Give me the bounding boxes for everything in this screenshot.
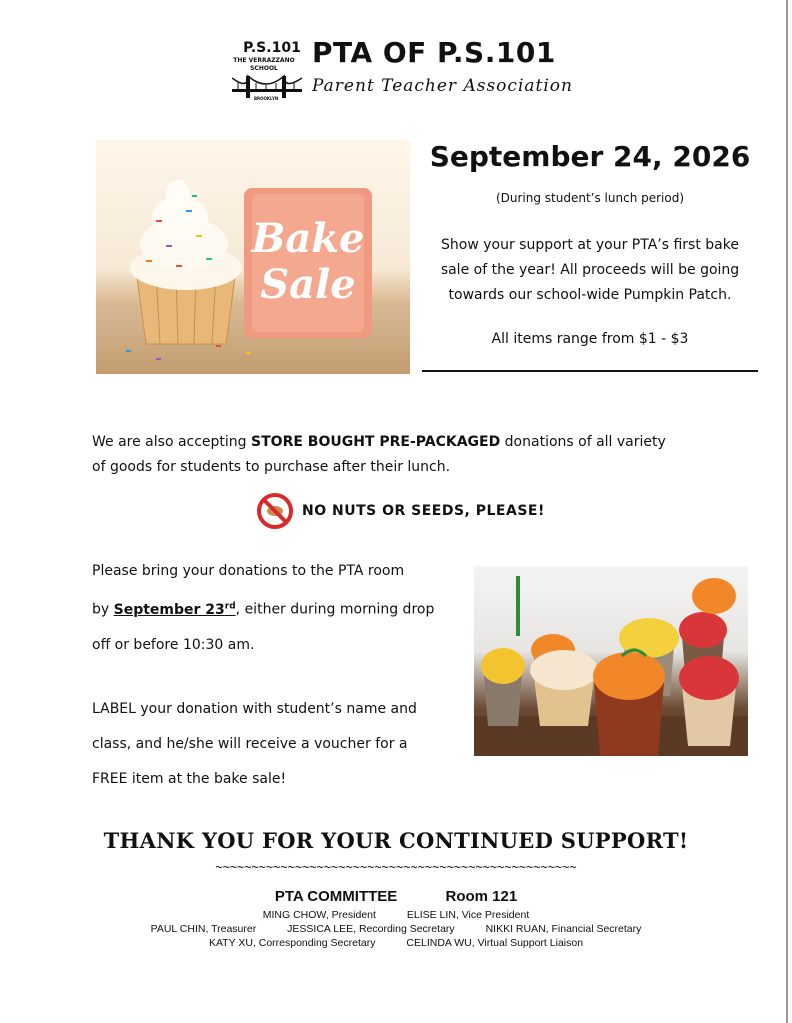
no-nuts-warning: NO NUTS OR SEEDS, PLEASE! bbox=[302, 503, 545, 519]
drop-off-line-3: off or before 10:30 am. bbox=[92, 636, 255, 653]
donation-intro bbox=[92, 430, 712, 480]
support-line-1: Show your support at your PTA’s first bake bbox=[441, 237, 739, 253]
bake-sale-photo bbox=[96, 140, 410, 374]
cupcakes-illustration bbox=[474, 566, 748, 756]
price-range: All items range from $1 - $3 bbox=[491, 331, 689, 347]
label-line-3: FREE item at the bake sale! bbox=[92, 771, 287, 787]
committee-room: Room 121 bbox=[445, 888, 518, 905]
label-line-2: class, and he/she will receive a voucher for a bbox=[92, 736, 408, 752]
logo-borough: BROOKLYN bbox=[254, 96, 279, 101]
sign-text-sale: Sale bbox=[260, 261, 356, 308]
store-bought-emphasis: STORE BOUGHT PRE-PACKAGED bbox=[251, 434, 501, 450]
donation-intro-line-1: We are also accepting STORE BOUGHT PRE-PACKAGED donations of all variety bbox=[92, 434, 666, 450]
member-president: MING CHOW, President bbox=[262, 909, 376, 921]
member-treasurer: PAUL CHIN, Treasurer bbox=[150, 923, 257, 935]
member-recording-secretary: JESSICA LEE, Recording Secretary bbox=[287, 923, 455, 935]
label-line-1: LABEL your donation with student’s name and bbox=[92, 701, 417, 717]
no-nuts-icon bbox=[256, 492, 294, 530]
committee-title: PTA COMMITTEE bbox=[274, 888, 398, 905]
support-line-3: towards our school-wide Pumpkin Patch. bbox=[448, 287, 732, 303]
member-financial-secretary: NIKKI RUAN, Financial Secretary bbox=[485, 923, 642, 935]
sign-text-bake: Bake bbox=[251, 215, 365, 262]
divider-rule bbox=[422, 370, 758, 372]
member-corresponding-secretary: KATY XU, Corresponding Secretary bbox=[208, 937, 376, 949]
cupcake-illustration bbox=[96, 140, 410, 374]
org-subtitle: Parent Teacher Association bbox=[312, 76, 573, 96]
members-row-1 bbox=[0, 908, 792, 922]
members-row-3 bbox=[0, 936, 792, 950]
logo-school-name: THE VERRAZZANO SCHOOL bbox=[233, 57, 295, 72]
tilde-divider: ~~~~~~~~~~~~~~~~~~~~~~~~~~~~~~~~~~~~~~~~~~~~~~~~~~ bbox=[215, 860, 577, 874]
committee-heading bbox=[0, 888, 792, 905]
thank-you-banner: THANK YOU FOR YOUR CONTINUED SUPPORT! bbox=[103, 828, 689, 853]
org-title: PTA OF P.S.101 bbox=[312, 36, 556, 69]
fall-cupcakes-photo bbox=[474, 566, 748, 756]
donation-intro-line-2: of goods for students to purchase after their lunch. bbox=[92, 459, 451, 475]
members-row-2 bbox=[0, 922, 792, 936]
committee-members bbox=[0, 908, 792, 950]
support-line-2: sale of the year! All proceeds will be going bbox=[440, 262, 740, 278]
member-vice-president: ELISE LIN, Vice President bbox=[406, 909, 530, 921]
pta-logo bbox=[232, 40, 312, 102]
event-date: September 24, 2026 bbox=[429, 140, 751, 173]
page-edge bbox=[786, 0, 788, 1023]
member-virtual-support: CELINDA WU, Virtual Support Liaison bbox=[406, 937, 584, 949]
event-time-note: (During student’s lunch period) bbox=[495, 191, 685, 205]
label-instructions bbox=[92, 692, 462, 797]
logo-school-number: P.S.101 bbox=[243, 40, 301, 56]
drop-off-instructions bbox=[92, 554, 462, 663]
drop-off-date: September 23rd bbox=[113, 601, 236, 618]
support-paragraph bbox=[422, 233, 758, 308]
drop-off-line-2: by September 23rd, either during morning drop bbox=[92, 601, 435, 618]
drop-off-line-1: Please bring your donations to the PTA room bbox=[92, 563, 405, 579]
